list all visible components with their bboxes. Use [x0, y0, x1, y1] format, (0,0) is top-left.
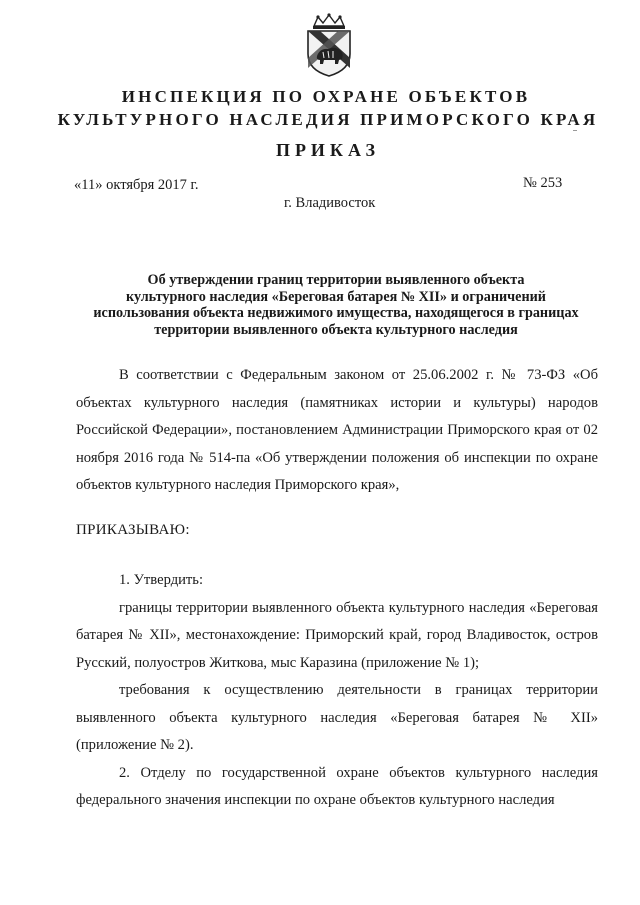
- item-department: 2. Отделу по государственной охране объектов культурного наследия федерального значения инспекции по охране объектов культурного наследия: [76, 764, 598, 808]
- item-approve-boundaries: границы территории выявленного объекта культурного наследия «Береговая батарея № XII», местонахождение: Приморский край, город Владивосток, остров Русский, полуостров Житкова, мыс Каразина (приложение № 1);: [76, 599, 598, 671]
- agency-name-line-2: КУЛЬТУРНОГО НАСЛЕДИЯ ПРИМОРСКОГО КРАЯ: [57, 110, 599, 129]
- order-title-line: Об утверждении границ территории выявленного объекта: [147, 272, 525, 288]
- agency-name-line-1: ИНСПЕКЦИЯ ПО ОХРАНЕ ОБЪЕКТОВ: [121, 87, 531, 106]
- document-type: ПРИКАЗ: [275, 140, 381, 160]
- items-block: [76, 567, 598, 815]
- preamble-block: [76, 362, 598, 500]
- preamble-paragraph: В соответствии с Федеральным законом от 25.06.2002 г. № 73-ФЗ «Об объектах культурного наследия (памятниках истории и культуры) народов Российской Федерации», постановлением Администрации Приморского края от 02 ноября 2016 года № 514-па «Об утверждении положения об инспекции по охране объектов культурного наследия Приморского края»,: [76, 367, 598, 493]
- order-number: № 253: [523, 175, 563, 191]
- order-title-line: территории выявленного объекта культурного наследия: [154, 321, 518, 338]
- item-approve: 1. Утвердить:: [119, 572, 204, 588]
- order-city: г. Владивосток: [284, 195, 376, 211]
- item-approve-requirements: требования к осуществлению деятельности в границах территории выявленного объекта культурного наследия «Береговая батарея № XII» (приложение № 2).: [76, 682, 598, 753]
- order-date: «11» октября 2017 г.: [74, 177, 199, 193]
- order-title-line: культурного наследия «Береговая батарея № XII» и ограничений: [126, 288, 546, 305]
- command-word: ПРИКАЗЫВАЮ:: [76, 522, 190, 538]
- order-title-line: использования объекта недвижимого имущества, находящегося в границах: [93, 305, 579, 321]
- coat-of-arms-icon: [300, 12, 358, 78]
- order-title: [62, 272, 610, 338]
- scan-mark: [573, 130, 577, 131]
